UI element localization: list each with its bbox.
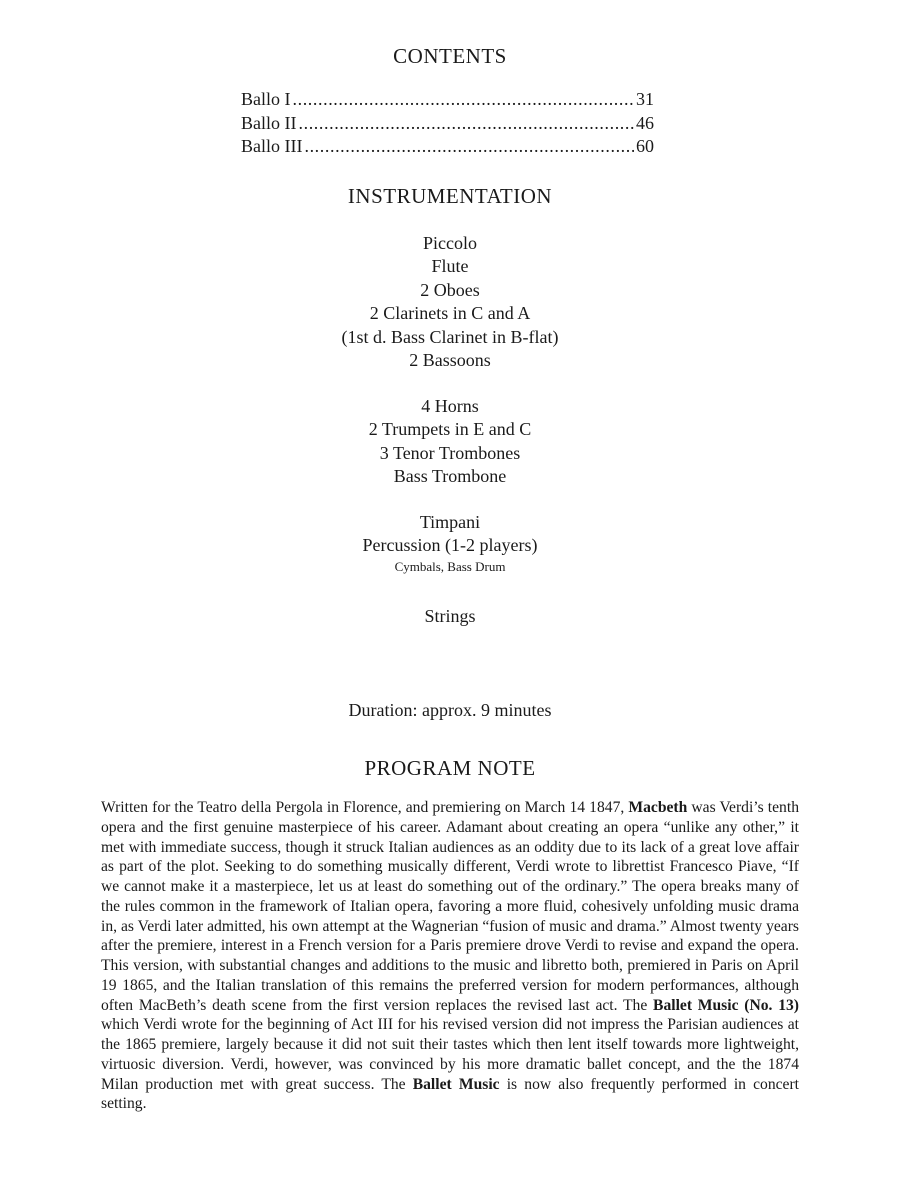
program-note-body — [101, 798, 799, 1114]
toc-entry-title: Ballo III — [241, 136, 303, 156]
toc-entry[interactable] — [241, 112, 654, 136]
instrument-line: (1st d. Bass Clarinet in B-flat) — [341, 326, 559, 347]
instrument-line: Percussion (1-2 players) — [362, 535, 538, 556]
percussion-detail: Cymbals, Bass Drum — [394, 558, 506, 574]
note-bold-title: Ballet Music (No. 13) — [653, 996, 799, 1014]
duration-text — [0, 699, 900, 722]
duration-line: Duration: approx. 9 minutes — [348, 700, 552, 720]
contents-heading: CONTENTS — [393, 44, 507, 68]
toc-entry-page: 31 — [636, 89, 654, 109]
woodwinds-group — [0, 232, 900, 372]
instrument-line: Strings — [424, 606, 476, 626]
instrument-line: Piccolo — [423, 233, 477, 253]
instrument-line: 3 Tenor Trombones — [379, 442, 521, 463]
note-text: Written for the Teatro della Pergola in Florence, and premiering on March 14 1847, — [101, 799, 629, 816]
instrument-line: 2 Bassoons — [409, 349, 491, 370]
instrument-line: Timpani — [419, 512, 481, 532]
note-text: which Verdi wrote for the beginning of Act III for his revised version did not impress the Parisian audiences at the 1865 premiere, largely because it did not suit their tastes which then lent itself towards more lightweight, virtuosic diversion. Verdi, however, was convinced by his more dramatic ballet concept, and the the 1874 Milan production met with great success. The — [101, 1016, 799, 1093]
toc-entry[interactable] — [241, 88, 654, 112]
toc-entry-page: 60 — [636, 136, 654, 156]
toc-leader-dots — [293, 88, 635, 112]
instrument-line: 4 Horns — [421, 396, 479, 416]
instrument-line: Bass Trombone — [393, 466, 507, 487]
note-text: was Verdi’s tenth opera and the first genuine masterpiece of his career. Adamant about creating an opera “unlike any other,” it met with immediate success, though it struck Italian audiences as an oddity due to its lack of a great love affair as part of the plot. Seeking to do something musically different, Verdi wrote to librettist Francesco Piave, “If we cannot make it a masterpiece, let us at least do something out of the ordinary.” The opera breaks many of the rules common in the framework of Italian opera, favoring a more fluid, cohesively unfolding music drama in, as Verdi later admitted, his own attempt at the Wagnerian “fusion of music and drama.” Almost twenty years after the premiere, interest in a French version for a Paris premiere drove Verdi to revise and expand the opera. This version, with substantial changes and additions to the music and libretto both, premiered in Paris on April 19 1865, and the Italian translation of this remains the preferred version for modern performances, although often MacBeth’s death scene from the first version replaces the revised last act. The — [101, 799, 799, 1014]
instrument-line: 2 Clarinets in C and A — [369, 303, 531, 324]
table-of-contents — [241, 88, 654, 159]
instrument-line: 2 Oboes — [420, 279, 480, 300]
instrument-line: 2 Trumpets in E and C — [368, 419, 532, 440]
percussion-group — [0, 511, 900, 576]
toc-entry[interactable] — [241, 135, 654, 159]
strings-group — [0, 605, 900, 628]
note-bold-title: Ballet Music — [412, 1075, 500, 1093]
toc-entry-title: Ballo I — [241, 89, 291, 109]
note-text: is now also frequently performed in concert setting. — [101, 1075, 800, 1113]
toc-leader-dots — [299, 112, 635, 136]
program-note-heading: PROGRAM NOTE — [364, 756, 536, 780]
note-bold-title: Macbeth — [628, 799, 688, 816]
instrument-line: Flute — [431, 256, 469, 277]
toc-leader-dots — [304, 135, 634, 159]
brass-group — [0, 395, 900, 489]
toc-entry-page: 46 — [636, 112, 654, 133]
instrumentation-heading: INSTRUMENTATION — [347, 184, 553, 208]
toc-entry-title: Ballo II — [241, 112, 297, 133]
